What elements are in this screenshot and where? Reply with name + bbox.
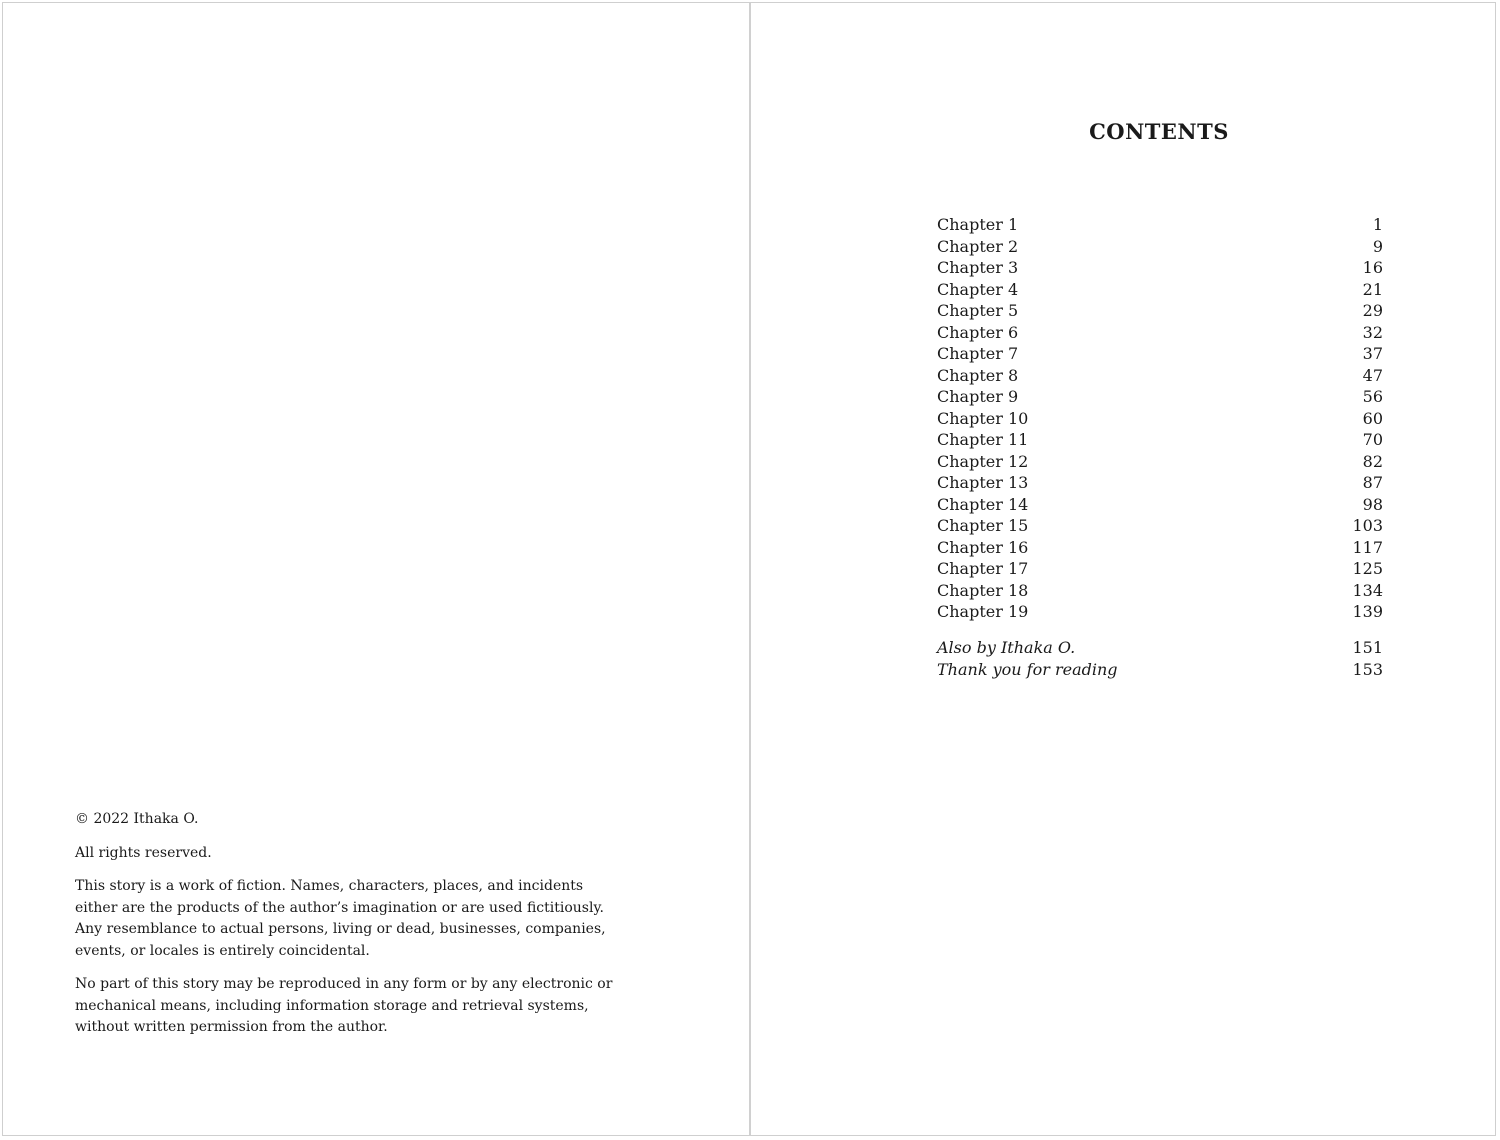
toc-entry-label: Chapter 12 bbox=[937, 451, 1029, 471]
extras-list bbox=[937, 638, 1383, 682]
toc-entry-label: Chapter 8 bbox=[937, 365, 1019, 385]
fiction-notice: This story is a work of fiction. Names, characters, places, and incidents either are the products of the author’s imagination or are used fictitiously. Any resemblance to actual persons, living or dead, businesses, companies, events, or locales is entirely coincidental. bbox=[75, 878, 606, 959]
toc-entry-label: Thank you for reading bbox=[937, 659, 1118, 679]
toc-entry-page-number: 117 bbox=[1352, 537, 1383, 557]
toc-entry-label: Chapter 16 bbox=[937, 537, 1029, 557]
toc-entry-page-number: 47 bbox=[1362, 365, 1383, 385]
toc-entry-page-number: 125 bbox=[1352, 559, 1383, 578]
table-of-contents bbox=[937, 215, 1383, 682]
toc-entry-label: Chapter 17 bbox=[937, 559, 1029, 578]
toc-entry-label: Chapter 15 bbox=[937, 516, 1029, 535]
toc-entry-page-number: 9 bbox=[1372, 236, 1383, 256]
copyright-block bbox=[75, 809, 615, 1051]
toc-entry-page-number: 29 bbox=[1362, 301, 1383, 320]
toc-entry[interactable] bbox=[937, 258, 1383, 280]
toc-entry-label: Chapter 1 bbox=[937, 215, 1019, 234]
toc-entry[interactable] bbox=[937, 344, 1383, 366]
toc-entry[interactable] bbox=[937, 581, 1383, 603]
toc-entry[interactable] bbox=[937, 237, 1383, 259]
toc-entry[interactable] bbox=[937, 638, 1383, 660]
toc-entry-label: Also by Ithaka O. bbox=[937, 637, 1076, 657]
toc-entry-page-number: 56 bbox=[1362, 387, 1383, 406]
toc-entry-label: Chapter 2 bbox=[937, 236, 1019, 256]
toc-entry[interactable] bbox=[937, 280, 1383, 302]
toc-entry[interactable] bbox=[937, 495, 1383, 517]
copyright-line: © 2022 Ithaka O. bbox=[75, 811, 199, 827]
toc-entry-page-number: 1 bbox=[1372, 215, 1383, 234]
toc-entry-label: Chapter 5 bbox=[937, 301, 1019, 320]
chapter-list bbox=[937, 215, 1383, 624]
reproduction-notice: No part of this story may be reproduced in any form or by any electronic or mechanical means, including information storage and retrieval systems, without written permission from the author. bbox=[75, 976, 613, 1035]
toc-entry-page-number: 153 bbox=[1352, 659, 1383, 679]
toc-entry-label: Chapter 7 bbox=[937, 344, 1019, 363]
toc-entry[interactable] bbox=[937, 323, 1383, 345]
toc-entry-page-number: 103 bbox=[1352, 516, 1383, 535]
toc-entry[interactable] bbox=[937, 602, 1383, 624]
toc-entry[interactable] bbox=[937, 473, 1383, 495]
contents-page bbox=[751, 3, 1495, 1135]
toc-entry-label: Chapter 14 bbox=[937, 494, 1029, 514]
toc-entry-label: Chapter 19 bbox=[937, 602, 1029, 621]
toc-entry-page-number: 21 bbox=[1362, 279, 1383, 299]
toc-entry-page-number: 16 bbox=[1362, 258, 1383, 277]
toc-entry-label: Chapter 4 bbox=[937, 279, 1019, 299]
book-spread bbox=[2, 2, 1496, 1136]
toc-entry-label: Chapter 6 bbox=[937, 322, 1019, 342]
rights-reserved: All rights reserved. bbox=[75, 844, 212, 861]
toc-entry[interactable] bbox=[937, 366, 1383, 388]
toc-entry-page-number: 37 bbox=[1362, 344, 1383, 363]
toc-entry[interactable] bbox=[937, 538, 1383, 560]
toc-entry[interactable] bbox=[937, 660, 1383, 682]
contents-title: CONTENTS bbox=[1089, 119, 1229, 144]
toc-entry-page-number: 60 bbox=[1362, 408, 1383, 428]
toc-entry-label: Chapter 3 bbox=[937, 258, 1019, 277]
toc-entry[interactable] bbox=[937, 452, 1383, 474]
toc-entry-page-number: 151 bbox=[1352, 637, 1383, 657]
toc-entry-label: Chapter 10 bbox=[937, 408, 1029, 428]
toc-entry[interactable] bbox=[937, 430, 1383, 452]
copyright-page bbox=[3, 3, 749, 1135]
toc-entry-label: Chapter 11 bbox=[937, 430, 1029, 449]
toc-entry-page-number: 139 bbox=[1352, 602, 1383, 621]
toc-entry[interactable] bbox=[937, 301, 1383, 323]
toc-entry-page-number: 82 bbox=[1362, 451, 1383, 471]
toc-entry[interactable] bbox=[937, 516, 1383, 538]
toc-entry[interactable] bbox=[937, 559, 1383, 581]
toc-entry-page-number: 98 bbox=[1362, 494, 1383, 514]
toc-entry-label: Chapter 18 bbox=[937, 580, 1029, 600]
toc-entry[interactable] bbox=[937, 387, 1383, 409]
toc-entry-label: Chapter 9 bbox=[937, 387, 1019, 406]
toc-entry[interactable] bbox=[937, 215, 1383, 237]
toc-entry-page-number: 134 bbox=[1352, 580, 1383, 600]
toc-entry-label: Chapter 13 bbox=[937, 473, 1029, 492]
toc-entry[interactable] bbox=[937, 409, 1383, 431]
toc-entry-page-number: 70 bbox=[1362, 430, 1383, 449]
toc-entry-page-number: 32 bbox=[1362, 322, 1383, 342]
toc-entry-page-number: 87 bbox=[1362, 473, 1383, 492]
